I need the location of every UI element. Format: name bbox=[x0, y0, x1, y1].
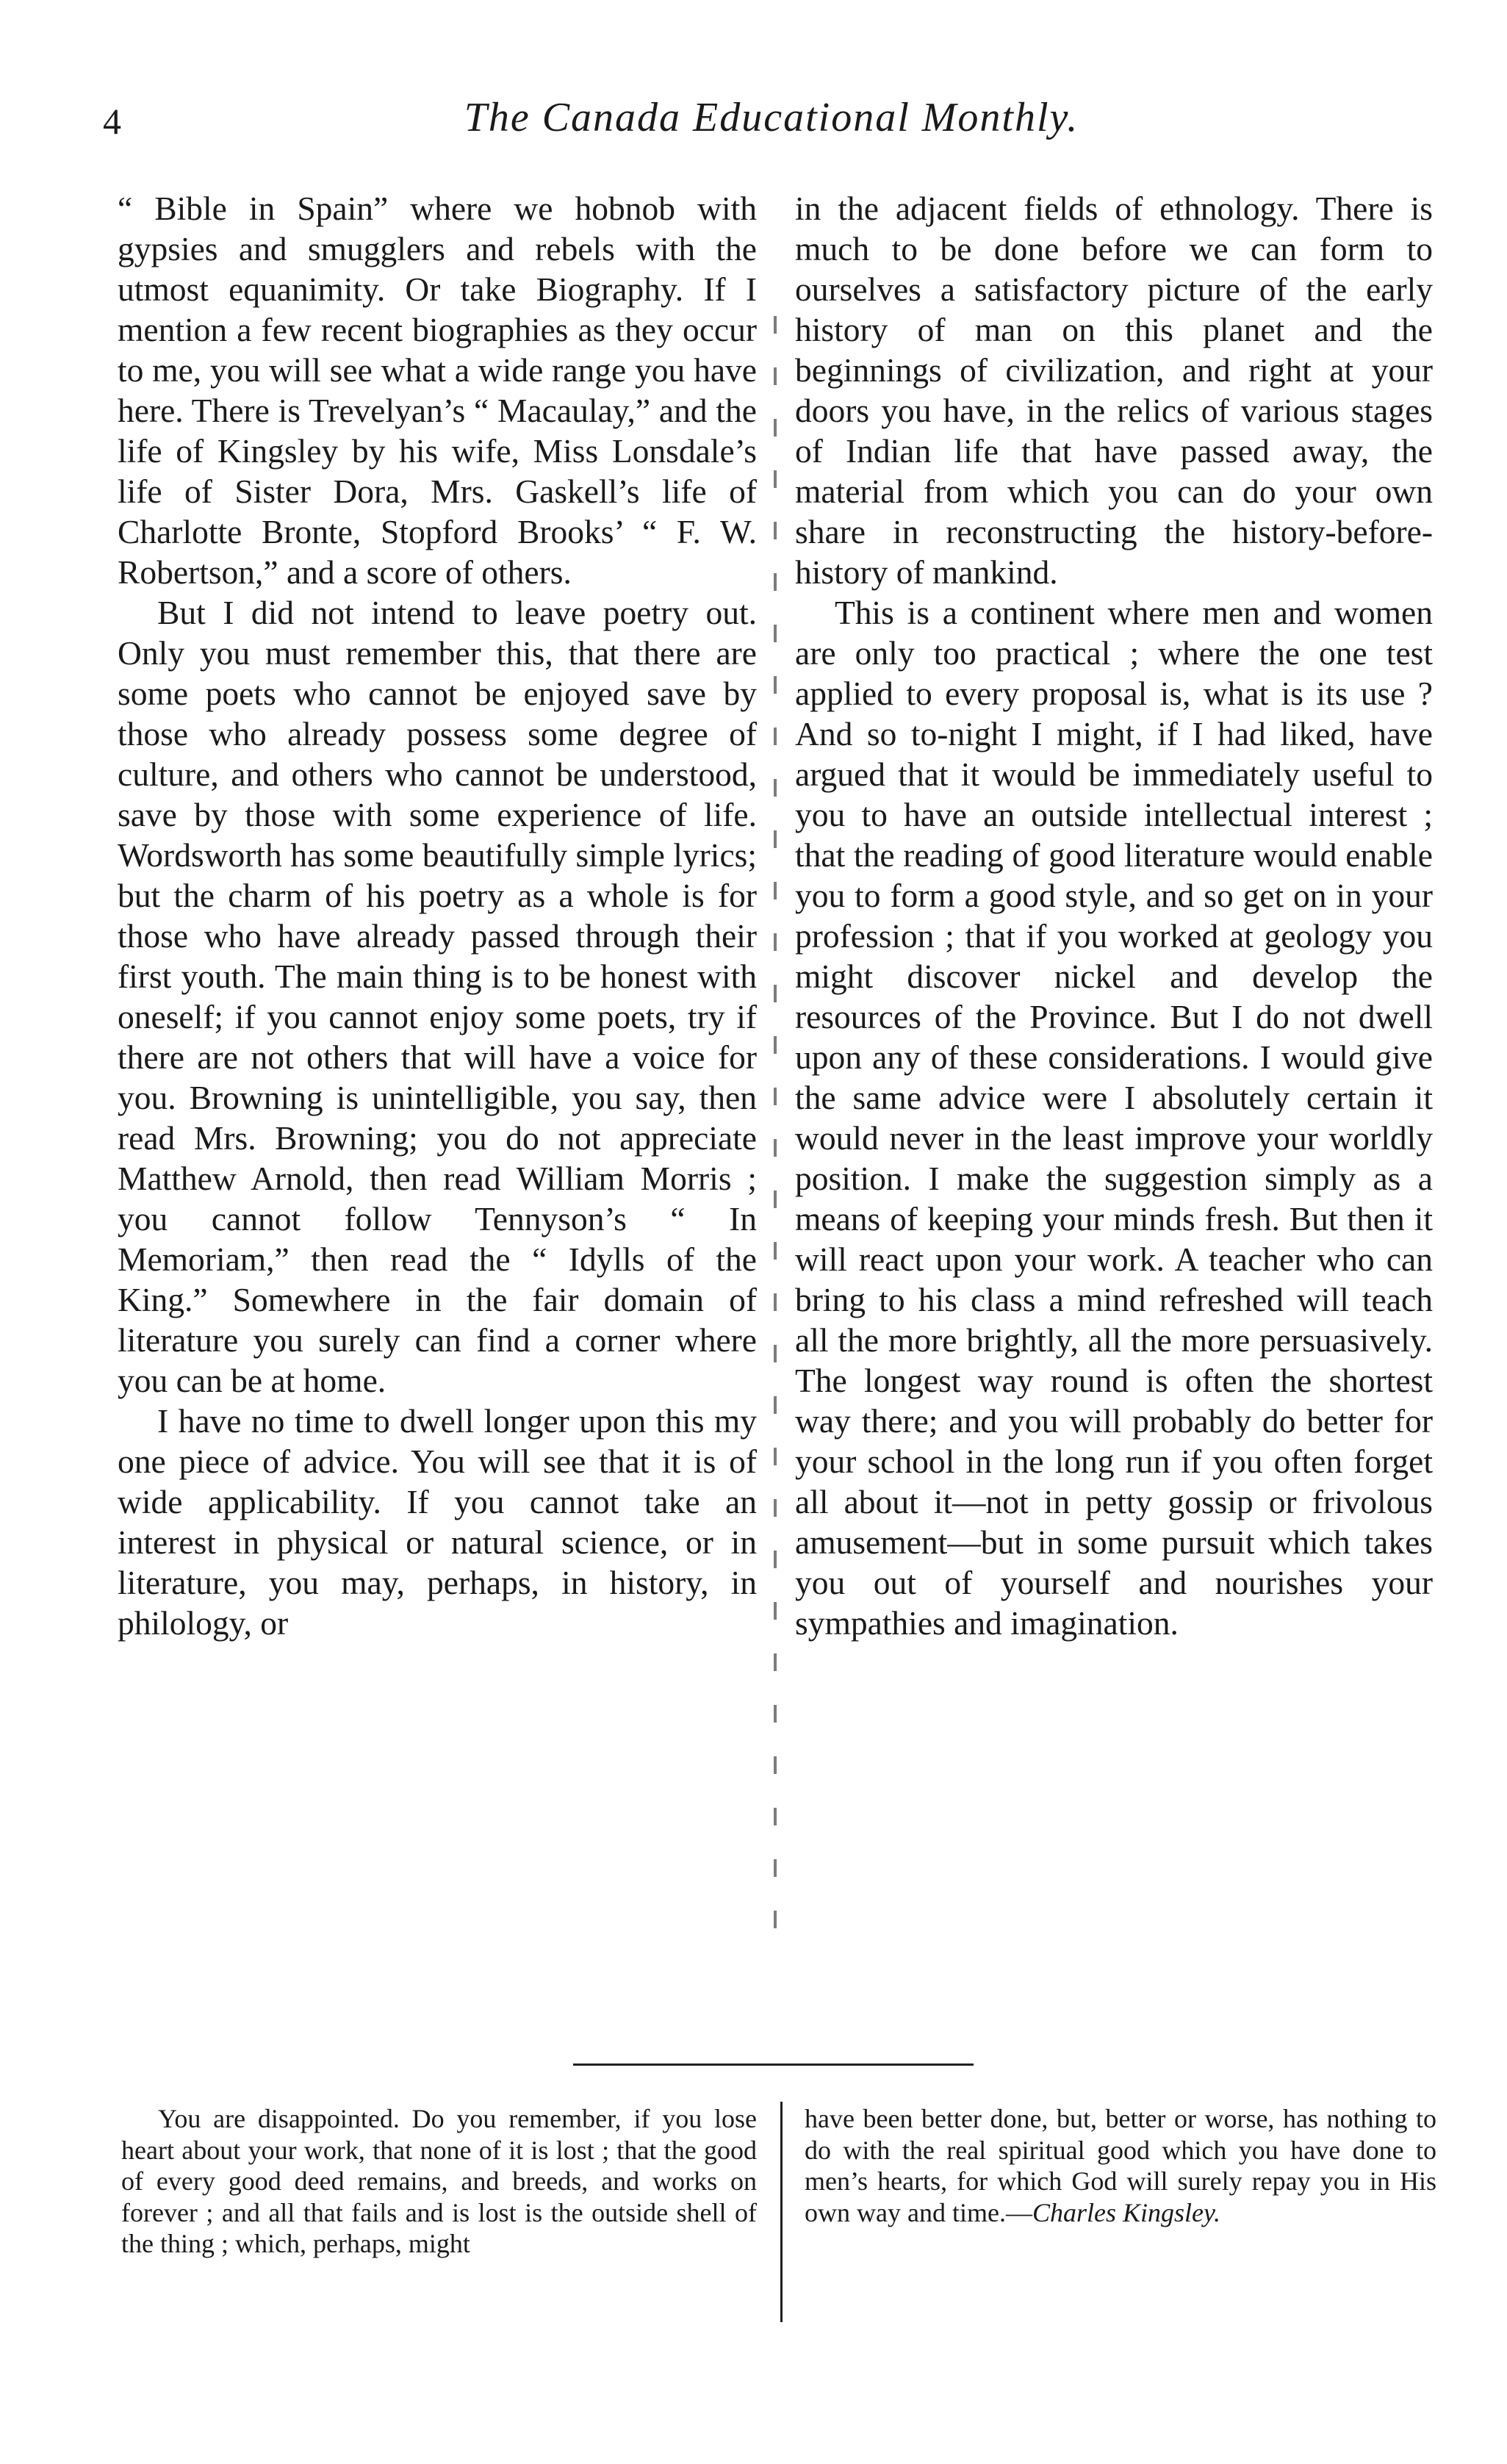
paragraph: I have no time to dwell longer upon this my one piece of advice. You will see that it is of wide applicability. If you cannot take an interest in physical or natural science, or in literature, you may, perhaps, in history, in philology, or bbox=[118, 1402, 757, 1642]
footnote-divider bbox=[780, 2102, 783, 2322]
footnote-rule bbox=[573, 2063, 974, 2066]
paragraph: “ Bible in Spain” where we hobnob with gypsies and smugglers and rebels with the utmost equanimity. Or take Biography. If I mention a few recent biographies as they occur to me, you will see what a wide range you have here. There is Trevelyan’s “ Macaulay,” and the life of Kingsley by his wife, Miss Lonsdale’s life of Sister Dora, Mrs. Gaskell’s life of Charlotte Bronte, Stopford Brooks’ “ F. W. Robertson,” and a score of others. bbox=[118, 190, 757, 591]
footnote-attribution: Charles Kingsley. bbox=[1032, 2197, 1220, 2227]
right-column bbox=[795, 188, 1433, 1643]
running-title: The Canada Educational Monthly. bbox=[464, 95, 1079, 140]
paragraph: This is a continent where men and women are only too practical ; where the one test applied to every proposal is, what is its use ? And so to-night I might, if I had liked, have argued that it would be immediately useful to you to have an outside intellectual interest ; that the reading of good literature would enable you to form a good style, and so get on in your profession ; that if you worked at geology you might discover nickel and develop the resources of the Province. But I do not dwell upon any of these considerations. I would give the same advice were I absolutely certain it would never in the least improve your worldly position. I make the suggestion simply as a means of keeping your minds fresh. But then it will react upon your work. A teacher who can bring to his class a mind refreshed will teach all the more brightly, all the more persuasively. The longest way round is often the shortest way there; and you will probably do better for your school in the long run if you often forget all about it—not in petty gossip or frivolous amusement—but in some pursuit which takes you out of yourself and nourishes your sympathies and imagination. bbox=[795, 594, 1433, 1642]
column-gutter-marks bbox=[774, 316, 777, 1955]
left-column bbox=[118, 188, 757, 1643]
page-number: 4 bbox=[103, 101, 121, 142]
footnote-text: have been better done, but, better or worse, has nothing to do with the real spiritual good which you have done to men’s hearts, for which God will surely repay you in His own way and time.— bbox=[805, 2104, 1436, 2227]
paragraph: in the adjacent fields of ethnology. There is much to be done before we can form to ourselves a satisfactory picture of the early history of man on this planet and the beginnings of civilization, and right at your doors you have, in the relics of various stages of Indian life that have passed away, the material from which you can do your own share in reconstructing the history-before-history of mankind. bbox=[795, 190, 1433, 591]
paragraph: But I did not intend to leave poetry out. Only you must remember this, that there are some poets who cannot be enjoyed save by those who already possess some degree of culture, and others who cannot be understood, save by those with some experience of life. Wordsworth has some beautifully simple lyrics; but the charm of his poetry as a whole is for those who have already passed through their first youth. The main thing is to be honest with oneself; if you cannot enjoy some poets, try if there are not others that will have a voice for you. Browning is unintelligible, you say, then read Mrs. Browning; you do not appreciate Matthew Arnold, then read William Morris ; you cannot follow Tennyson’s “ In Memoriam,” then read the “ Idylls of the King.” Somewhere in the fair domain of literature you surely can find a corner where you can be at home. bbox=[118, 594, 757, 1399]
footnote-right bbox=[805, 2103, 1436, 2228]
footnote-left: You are disappointed. Do you remember, if you lose heart about your work, that none of it is lost ; that the good of every good deed remains, and breeds, and works on forever ; and all that fails and is lost is the outside shell of the thing ; which, perhaps, might bbox=[121, 2104, 757, 2258]
page-header bbox=[103, 94, 1440, 153]
